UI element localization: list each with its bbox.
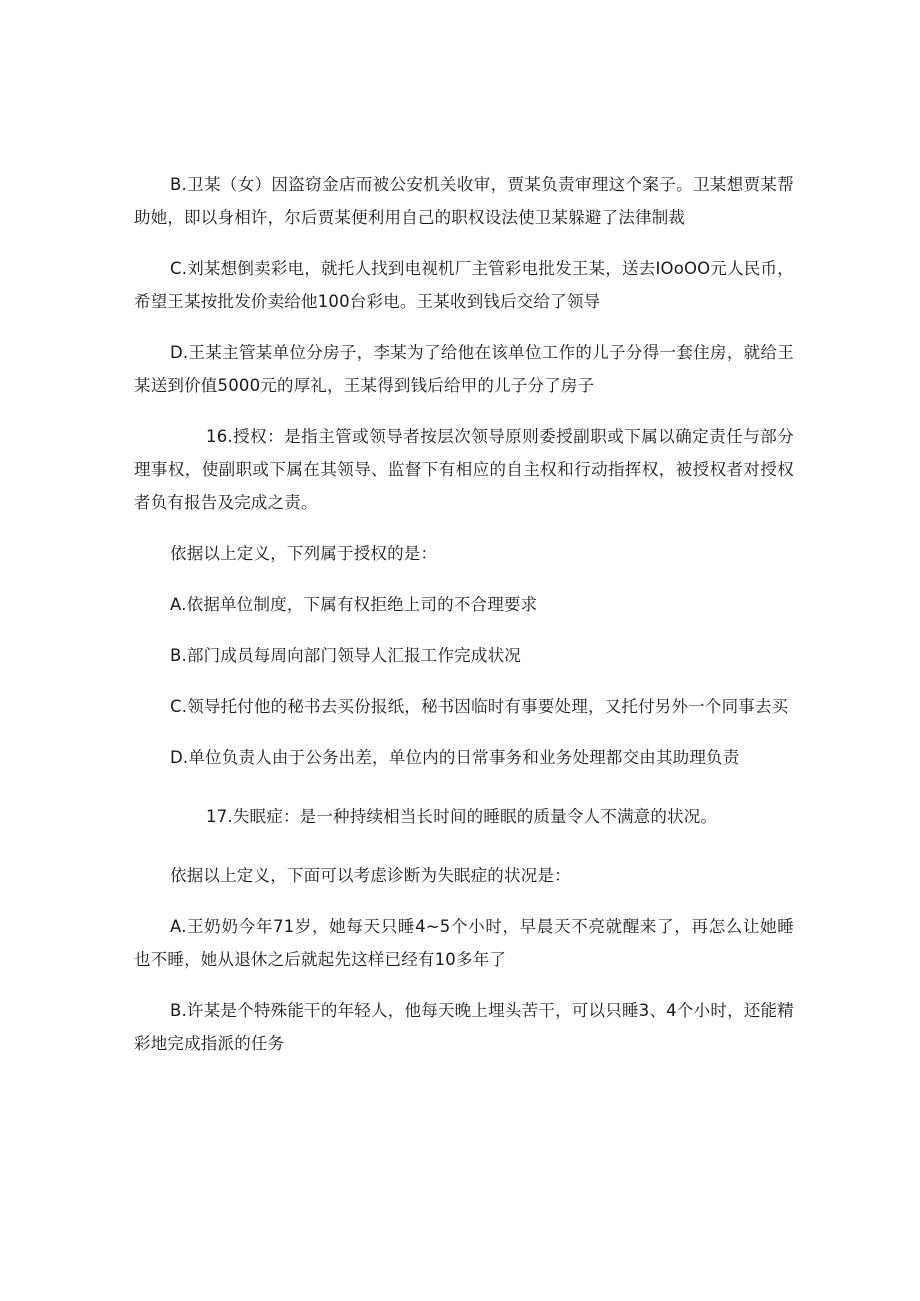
question-17-option-a: A.王奶奶今年71岁，她每天只睡4~5个小时，早晨天不亮就醒来了，再怎么让她睡也不睡，她从退休之后就起先这样已经有10多年了 [134,917,794,969]
question-16-text: .授权：是指主管或领导者按层次领导原则委授副职或下属以确定责任与部分理事权，使副职或下属在其领导、监督下有相应的自主权和行动指挥权，被授权者对授权者负有报告及完成之责。 [134,427,794,512]
option-d-prev-question: D.王某主管某单位分房子，李某为了给他在该单位工作的儿子分得一套住房，就给王某送到价值5000元的厚礼，王某得到钱后给甲的儿子分了房子 [134,343,794,395]
question-16-definition [134,420,794,519]
question-16-option-d: D.单位负责人由于公务出差，单位内的日常事务和业务处理都交由其助理负责 [170,748,740,767]
question-16-option-b: B.部门成员每周向部门领导人汇报工作完成状况 [170,646,521,665]
question-17-prompt: 依据以上定义，下面可以考虑诊断为失眠症的状况是： [170,866,571,885]
option-b-prev-question: B.卫某（女）因盗窃金店而被公安机关收审，贾某负责审理这个案子。卫某想贾某帮助她，即以身相许，尔后贾某便利用自己的职权设法使卫某躲避了法律制裁 [134,175,794,227]
option-c-prev-question: C.刘某想倒卖彩电，就托人找到电视机厂主管彩电批发王某，送去IOoOO元人民币，希望王某按批发价卖给他100台彩电。王某收到钱后交给了领导 [134,259,794,311]
question-16-prompt: 依据以上定义，下列属于授权的是： [170,544,438,563]
question-17-number: 17 [206,807,228,826]
question-16-number: 16 [206,427,228,446]
question-16-option-a: A.依据单位制度，下属有权拒绝上司的不合理要求 [170,595,538,614]
question-17-definition [134,800,794,833]
question-17-text: .失眠症：是一种持续相当长时间的睡眠的质量令人不满意的状况。 [227,807,718,826]
question-17-option-b: B.许某是个特殊能干的年轻人，他每天晚上埋头苦干，可以只睡3、4个小时，还能精彩地完成指派的任务 [134,1001,794,1053]
question-16-option-c: C.领导托付他的秘书去买份报纸，秘书因临时有事要处理，又托付另外一个同事去买 [170,697,789,716]
